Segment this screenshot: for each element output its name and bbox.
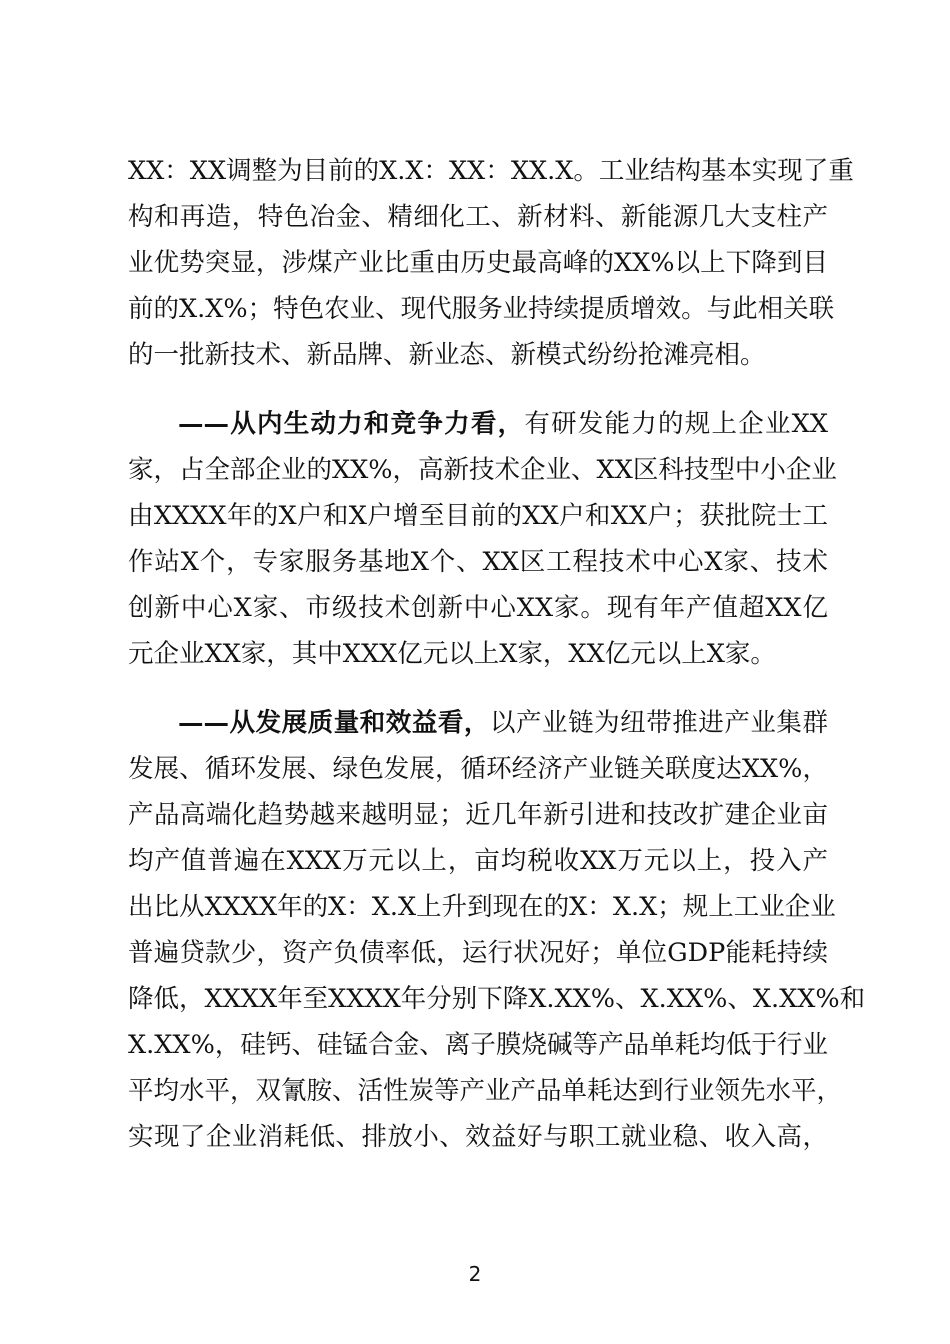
text-line: 实现了企业消耗低、排放小、效益好与职工就业稳、收入高，: [128, 1122, 828, 1152]
text-line: X.XX%，硅钙、硅锰合金、离子膜烧碱等产品单耗均低于行业: [128, 1030, 828, 1060]
text-line: 普遍贷款少，资产负债率低，运行状况好；单位GDP能耗持续: [128, 938, 828, 968]
page-number: 2: [468, 1262, 482, 1286]
text-line: 家，占全部企业的XX%，高新技术企业、XX区科技型中小企业: [128, 455, 837, 485]
paragraph-first-line-text: 有研发能力的规上企业XX: [524, 409, 828, 439]
text-line: 由XXXX年的X户和X户增至目前的XX户和XX户；获批院士工: [128, 501, 828, 531]
text-line: 均产值普遍在XXX万元以上，亩均税收XX万元以上，投入产: [128, 846, 828, 876]
paragraph-first-line: [178, 401, 828, 447]
text-line: 降低，XXXX年至XXXX年分别下降X.XX%、X.XX%、X.XX%和: [128, 984, 866, 1014]
text-line: 出比从XXXX年的X：X.X上升到现在的X：X.X；规上工业企业: [128, 892, 836, 922]
paragraph-first-line-text: 以产业链为纽带推进产业集群: [489, 708, 828, 738]
paragraph-lead: ——从发展质量和效益看，: [178, 708, 490, 738]
text-line: 创新中心X家、市级技术创新中心XX家。现有年产值超XX亿: [128, 593, 828, 623]
text-line: 构和再造，特色冶金、精细化工、新材料、新能源几大支柱产: [128, 202, 828, 232]
text-line: 前的X.X%；特色农业、现代服务业持续提质增效。与此相关联: [128, 294, 835, 324]
text-line: 产品高端化趋势越来越明显；近几年新引进和技改扩建企业亩: [128, 800, 828, 830]
text-line: 的一批新技术、新品牌、新业态、新模式纷纷抢滩亮相。: [128, 340, 766, 370]
text-line: 作站X个，专家服务基地X个、XX区工程技术中心X家、技术: [128, 547, 828, 577]
text-line: 发展、循环发展、绿色发展，循环经济产业链关联度达XX%，: [128, 754, 828, 784]
paragraph-lead: ——从内生动力和竞争力看，: [178, 409, 525, 439]
text-line: 平均水平，双氰胺、活性炭等产业产品单耗达到行业领先水平，: [128, 1076, 843, 1106]
text-line: 元企业XX家，其中XXX亿元以上X家，XX亿元以上X家。: [128, 639, 776, 669]
paragraph-first-line: [178, 700, 828, 746]
text-line: XX：XX调整为目前的X.X：XX：XX.X。工业结构基本实现了重: [128, 156, 854, 186]
text-line: 业优势突显，涉煤产业比重由历史最高峰的XX%以上下降到目: [128, 248, 828, 278]
